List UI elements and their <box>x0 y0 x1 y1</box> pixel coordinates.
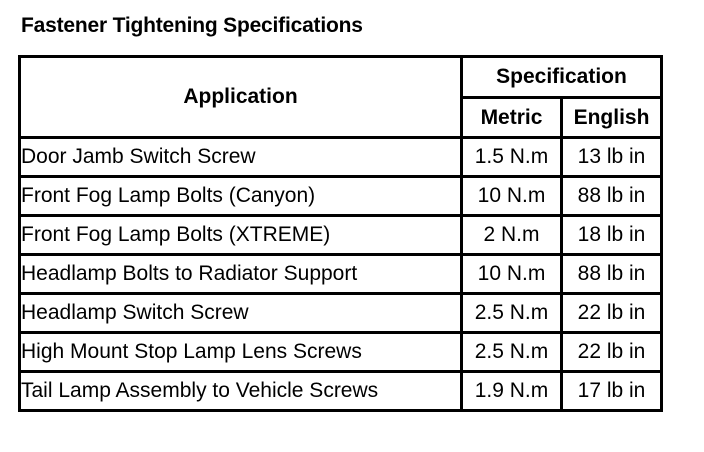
application-cell: Front Fog Lamp Bolts (XTREME) <box>20 216 462 255</box>
english-cell: 22 lb in <box>562 294 662 333</box>
specification-column-header: Specification <box>462 57 662 98</box>
english-cell: 18 lb in <box>562 216 662 255</box>
table-row <box>20 333 662 372</box>
application-cell: Headlamp Switch Screw <box>20 294 462 333</box>
metric-cell: 1.5 N.m <box>462 138 562 177</box>
metric-cell: 2 N.m <box>462 216 562 255</box>
english-cell: 88 lb in <box>562 177 662 216</box>
english-cell: 13 lb in <box>562 138 662 177</box>
table-row <box>20 216 662 255</box>
metric-column-header: Metric <box>462 98 562 138</box>
application-column-header: Application <box>20 57 462 138</box>
table-header-row <box>20 57 662 98</box>
table-row <box>20 255 662 294</box>
application-cell: Tail Lamp Assembly to Vehicle Screws <box>20 372 462 411</box>
metric-cell: 10 N.m <box>462 177 562 216</box>
table-row <box>20 372 662 411</box>
metric-cell: 1.9 N.m <box>462 372 562 411</box>
table-row <box>20 294 662 333</box>
metric-cell: 2.5 N.m <box>462 294 562 333</box>
page-title: Fastener Tightening Specifications <box>21 14 363 37</box>
fastener-spec-table <box>18 55 663 412</box>
application-cell: Door Jamb Switch Screw <box>20 138 462 177</box>
application-cell: Front Fog Lamp Bolts (Canyon) <box>20 177 462 216</box>
metric-cell: 10 N.m <box>462 255 562 294</box>
metric-cell: 2.5 N.m <box>462 333 562 372</box>
application-cell: Headlamp Bolts to Radiator Support <box>20 255 462 294</box>
english-cell: 88 lb in <box>562 255 662 294</box>
english-cell: 22 lb in <box>562 333 662 372</box>
table-row <box>20 138 662 177</box>
english-column-header: English <box>562 98 662 138</box>
table-row <box>20 177 662 216</box>
application-cell: High Mount Stop Lamp Lens Screws <box>20 333 462 372</box>
english-cell: 17 lb in <box>562 372 662 411</box>
